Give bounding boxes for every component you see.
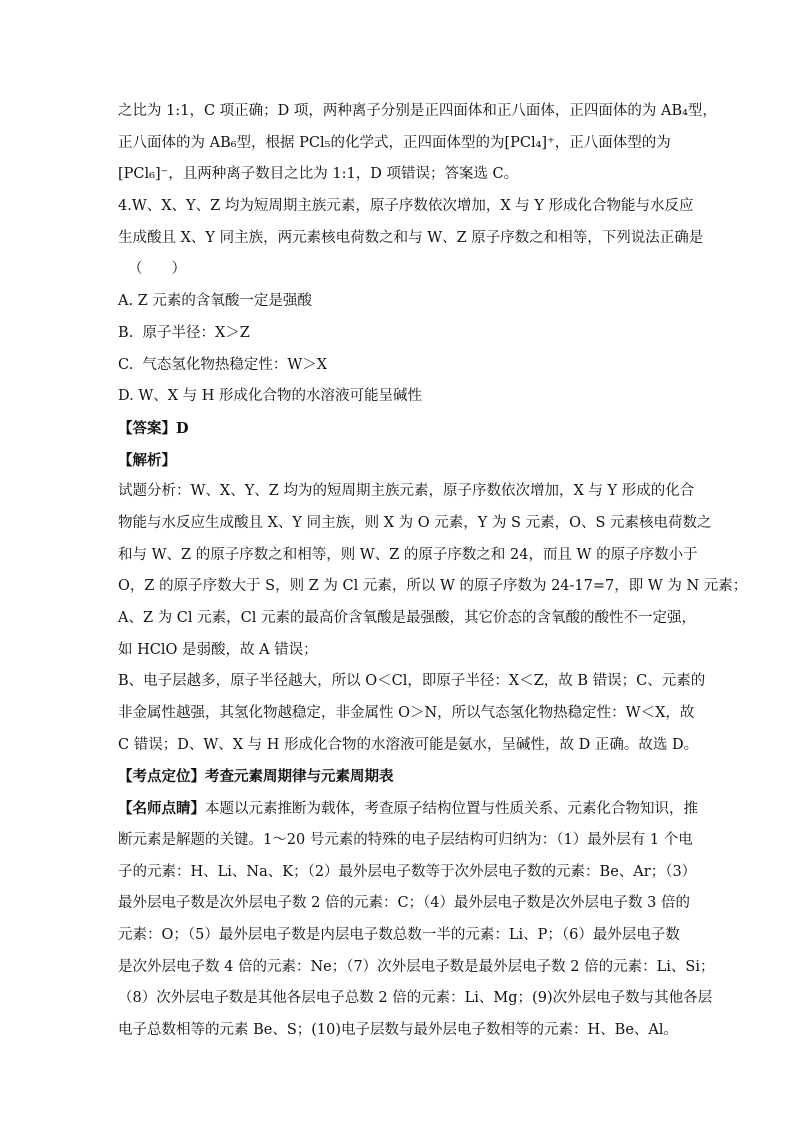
text-line: 物能与水反应生成酸且 X、Y 同主族，则 X 为 O 元素，Y 为 S 元素，O、S 元素核电荷数之 xyxy=(118,514,712,531)
text-line: 4.W、X、Y、Z 均为短周期主族元素，原子序数依次增加，X 与 Y 形成化合物能与水反应 xyxy=(118,198,694,215)
text-line: 【解析】 xyxy=(118,451,176,469)
text-line: 电子总数相等的元素 Be、S；(10)电子层数与最外层电子数相等的元素：H、Be、Al。 xyxy=(118,1021,679,1038)
text-line: 【答案】D xyxy=(118,419,189,437)
text-line: 生成酸且 X、Y 同主族，两元素核电荷数之和与 W、Z 原子序数之和相等，下列说法正确是 xyxy=(118,229,704,246)
text-line xyxy=(118,793,698,825)
text-line: O，Z 的原子序数大于 S，则 Z 为 Cl 元素，所以 W 的原子序数为 24-17=7，即 W 为 N 元素； xyxy=(118,578,748,595)
text-line: （ ） xyxy=(128,261,186,278)
text-line: 如 HClO 是弱酸，故 A 错误； xyxy=(118,641,318,658)
lead-label: 【名师点睛】 xyxy=(118,800,205,818)
text-line: 试题分析：W、X、Y、Z 均为的短周期主族元素，原子序数依次增加，X 与 Y 形成的化合 xyxy=(118,483,695,500)
text-line: （8）次外层电子数是其他各层电子总数 2 倍的元素：Li、Mg；(9)次外层电子数与其他各层 xyxy=(118,990,713,1007)
text-line: 和与 W、Z 的原子序数之和相等，则 W、Z 的原子序数之和 24，而且 W 的原子序数小于 xyxy=(118,546,698,563)
text-line: A、Z 为 Cl 元素，Cl 元素的最高价含氧酸是最强酸，其它价态的含氧酸的酸性不一定强， xyxy=(118,610,696,626)
text-line: B. 原子半径：X＞Z xyxy=(118,324,250,341)
text-line: D. W、X 与 H 形成化合物的水溶液可能呈碱性 xyxy=(118,388,423,405)
text-line: C. 气态氢化物热稳定性：W＞X xyxy=(118,356,328,373)
text-line: 【考点定位】考查元素周期律与元素周期表 xyxy=(118,768,394,786)
text-line: 正八面体的为 AB₆型，根据 PCl₅的化学式，正四面体型的为[PCl₄]⁺，正八面体型的为 xyxy=(118,134,671,151)
lead-rest: 本题以元素推断为载体，考查原子结构位置与性质关系、元素化合物知识，推 xyxy=(205,801,698,818)
text-line: B、电子层越多，原子半径越大，所以 O＜Cl，即原子半径：X＜Z，故 B 错误；C、元素的 xyxy=(118,673,706,690)
document-body xyxy=(118,96,748,1047)
text-line: 元素：O；（5）最外层电子数是内层电子数总数一半的元素：Li、P；（6）最外层电子数 xyxy=(118,926,680,943)
text-line: 非金属性越强，其氢化物越稳定，非金属性 O＞N，所以气态氢化物热稳定性：W＜X，故 xyxy=(118,705,695,722)
text-line: 是次外层电子数 4 倍的元素：Ne；（7）次外层电子数是最外层电子数 2 倍的元素：Li、Si； xyxy=(118,958,715,975)
text-line: 断元素是解题的关键。1～20 号元素的特殊的电子层结构可归纳为：（1）最外层有 1 个电 xyxy=(118,831,693,848)
text-line: C 错误；D、W、X 与 H 形成化合物的水溶液可能是氨水，呈碱性，故 D 正确。故选 D。 xyxy=(118,736,699,753)
text-line: 之比为 1:1，C 项正确；D 项，两种离子分别是正四面体和正八面体，正四面体的为 AB₄型， xyxy=(118,103,717,119)
text-line: 子的元素：H、Li、Na、K；（2）最外层电子数等于次外层电子数的元素：Be、Ar；（3） xyxy=(118,863,697,880)
text-line: 最外层电子数是次外层电子数 2 倍的元素：C；（4）最外层电子数是次外层电子数 3 倍的 xyxy=(118,895,690,912)
text-line: A. Z 元素的含氧酸一定是强酸 xyxy=(118,293,312,310)
text-line: [PCl₆]⁻，且两种离子数目之比为 1:1，D 项错误；答案选 C。 xyxy=(118,166,519,183)
